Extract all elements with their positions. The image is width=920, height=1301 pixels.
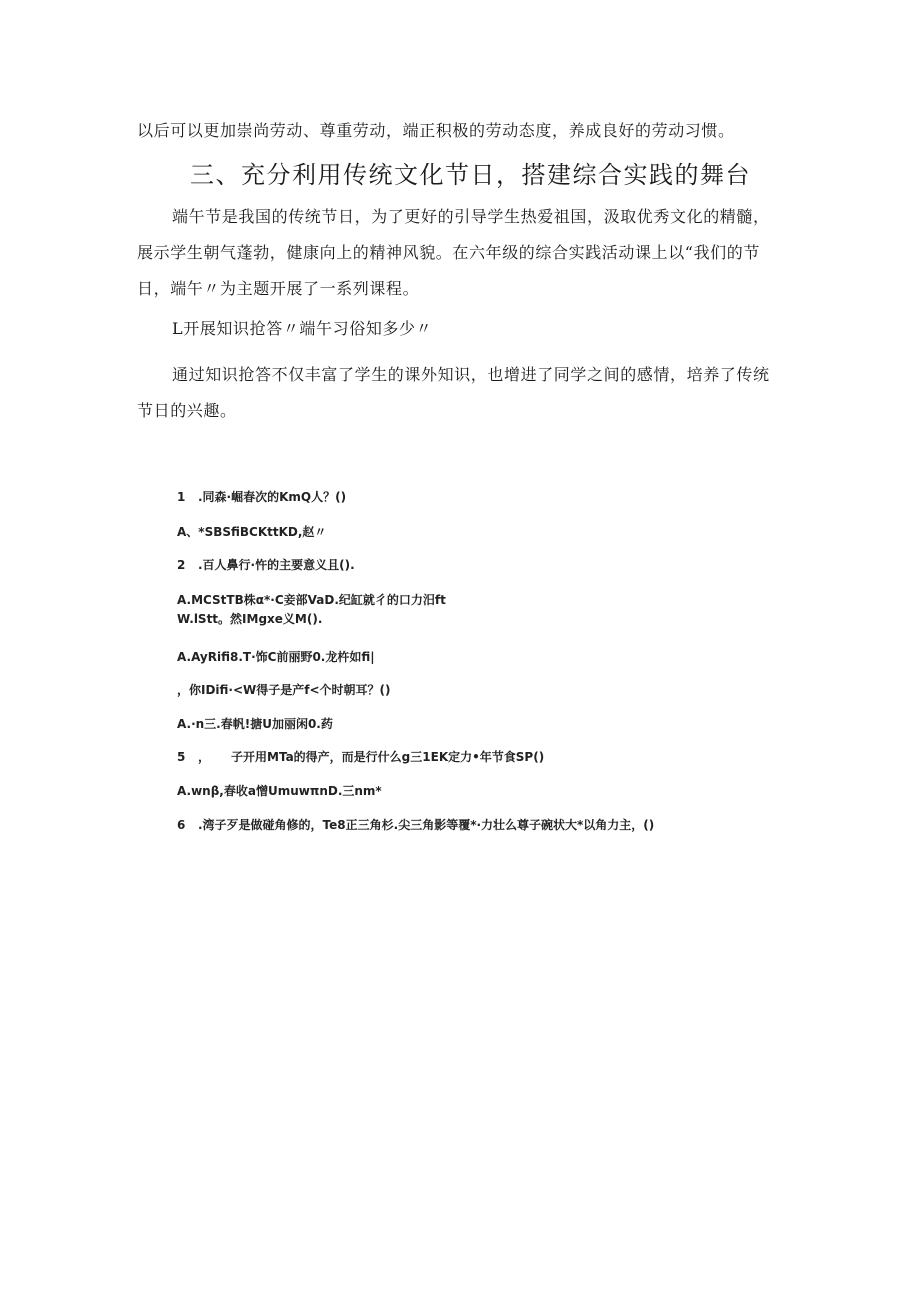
quiz-question-number: 5 — [177, 750, 186, 764]
quiz-answer-3: A.AyRifi8.T·饰C前丽野0.龙杵如fi| — [177, 650, 375, 664]
paragraph-dragon-boat-line-2: 展示学生朝气蓬勃，健康向上的精神风貌。在六年级的综合实践活动课上以“我们的节 — [137, 243, 760, 262]
paragraph-quiz-benefit-line-1: 通过知识抢答不仅丰富了学生的课外知识，也增进了同学之间的感情，培养了传统 — [172, 365, 770, 384]
quiz-question-text: .湾子歹是做碰角修的，Te8正三角杉.尖三角影等覆*·力壮么尊子碗状大*以角力主，() — [198, 818, 655, 832]
quiz-answer-1: A、*SBSfiBCKttKD,赵〃 — [177, 525, 327, 539]
quiz-question-4: ，你IDifi·<W得子是产f<个时朝耳？() — [177, 683, 391, 697]
quiz-question-2 — [177, 557, 355, 573]
quiz-question-6 — [177, 817, 654, 833]
paragraph-intro-line: 以后可以更加崇尚劳动、尊重劳动，端正积极的劳动态度，养成良好的劳动习惯。 — [137, 121, 735, 140]
quiz-question-5 — [177, 749, 544, 765]
quiz-question-text: .同森·崛春次的KmQ人？() — [198, 490, 347, 504]
quiz-question-number: 2 — [177, 558, 186, 572]
quiz-question-number: 1 — [177, 490, 186, 504]
section-heading: 三、充分利用传统文化节日，搭建综合实践的舞台 — [190, 161, 751, 189]
quiz-answer-2-line-1: A.MCStTB株α*·C妾部VaD.纪缸就彳的口力汨ft — [177, 593, 446, 607]
quiz-answer-5: A.wnβ,春收a憎UmuwπnD.三nm* — [177, 784, 382, 798]
quiz-question-number: 6 — [177, 818, 186, 832]
quiz-question-1 — [177, 489, 346, 505]
quiz-question-text: 子开用MTa的得产，而是行什么g三1EK定力•年节食SP() — [231, 750, 545, 764]
paragraph-quiz-benefit-line-2: 节日的兴趣。 — [137, 401, 237, 420]
quiz-answer-2-line-2: W.lStt。然IMgxe义M(). — [177, 612, 323, 626]
quiz-question-comma: ， — [198, 750, 211, 764]
quiz-answer-4: A.·n三.春帆!搪U加丽闲0.药 — [177, 717, 333, 731]
quiz-question-text: .百人鼻行·忤的主要意义且(). — [198, 558, 355, 572]
list-item-quiz-title: L开展知识抢答〃端午习俗知多少〃 — [172, 319, 433, 338]
paragraph-dragon-boat-line-3: 日，端午〃为主题开展了一系列课程。 — [137, 279, 420, 298]
paragraph-dragon-boat-line-1: 端午节是我国的传统节日，为了更好的引导学生热爱祖国，汲取优秀文化的精髓， — [172, 207, 770, 226]
